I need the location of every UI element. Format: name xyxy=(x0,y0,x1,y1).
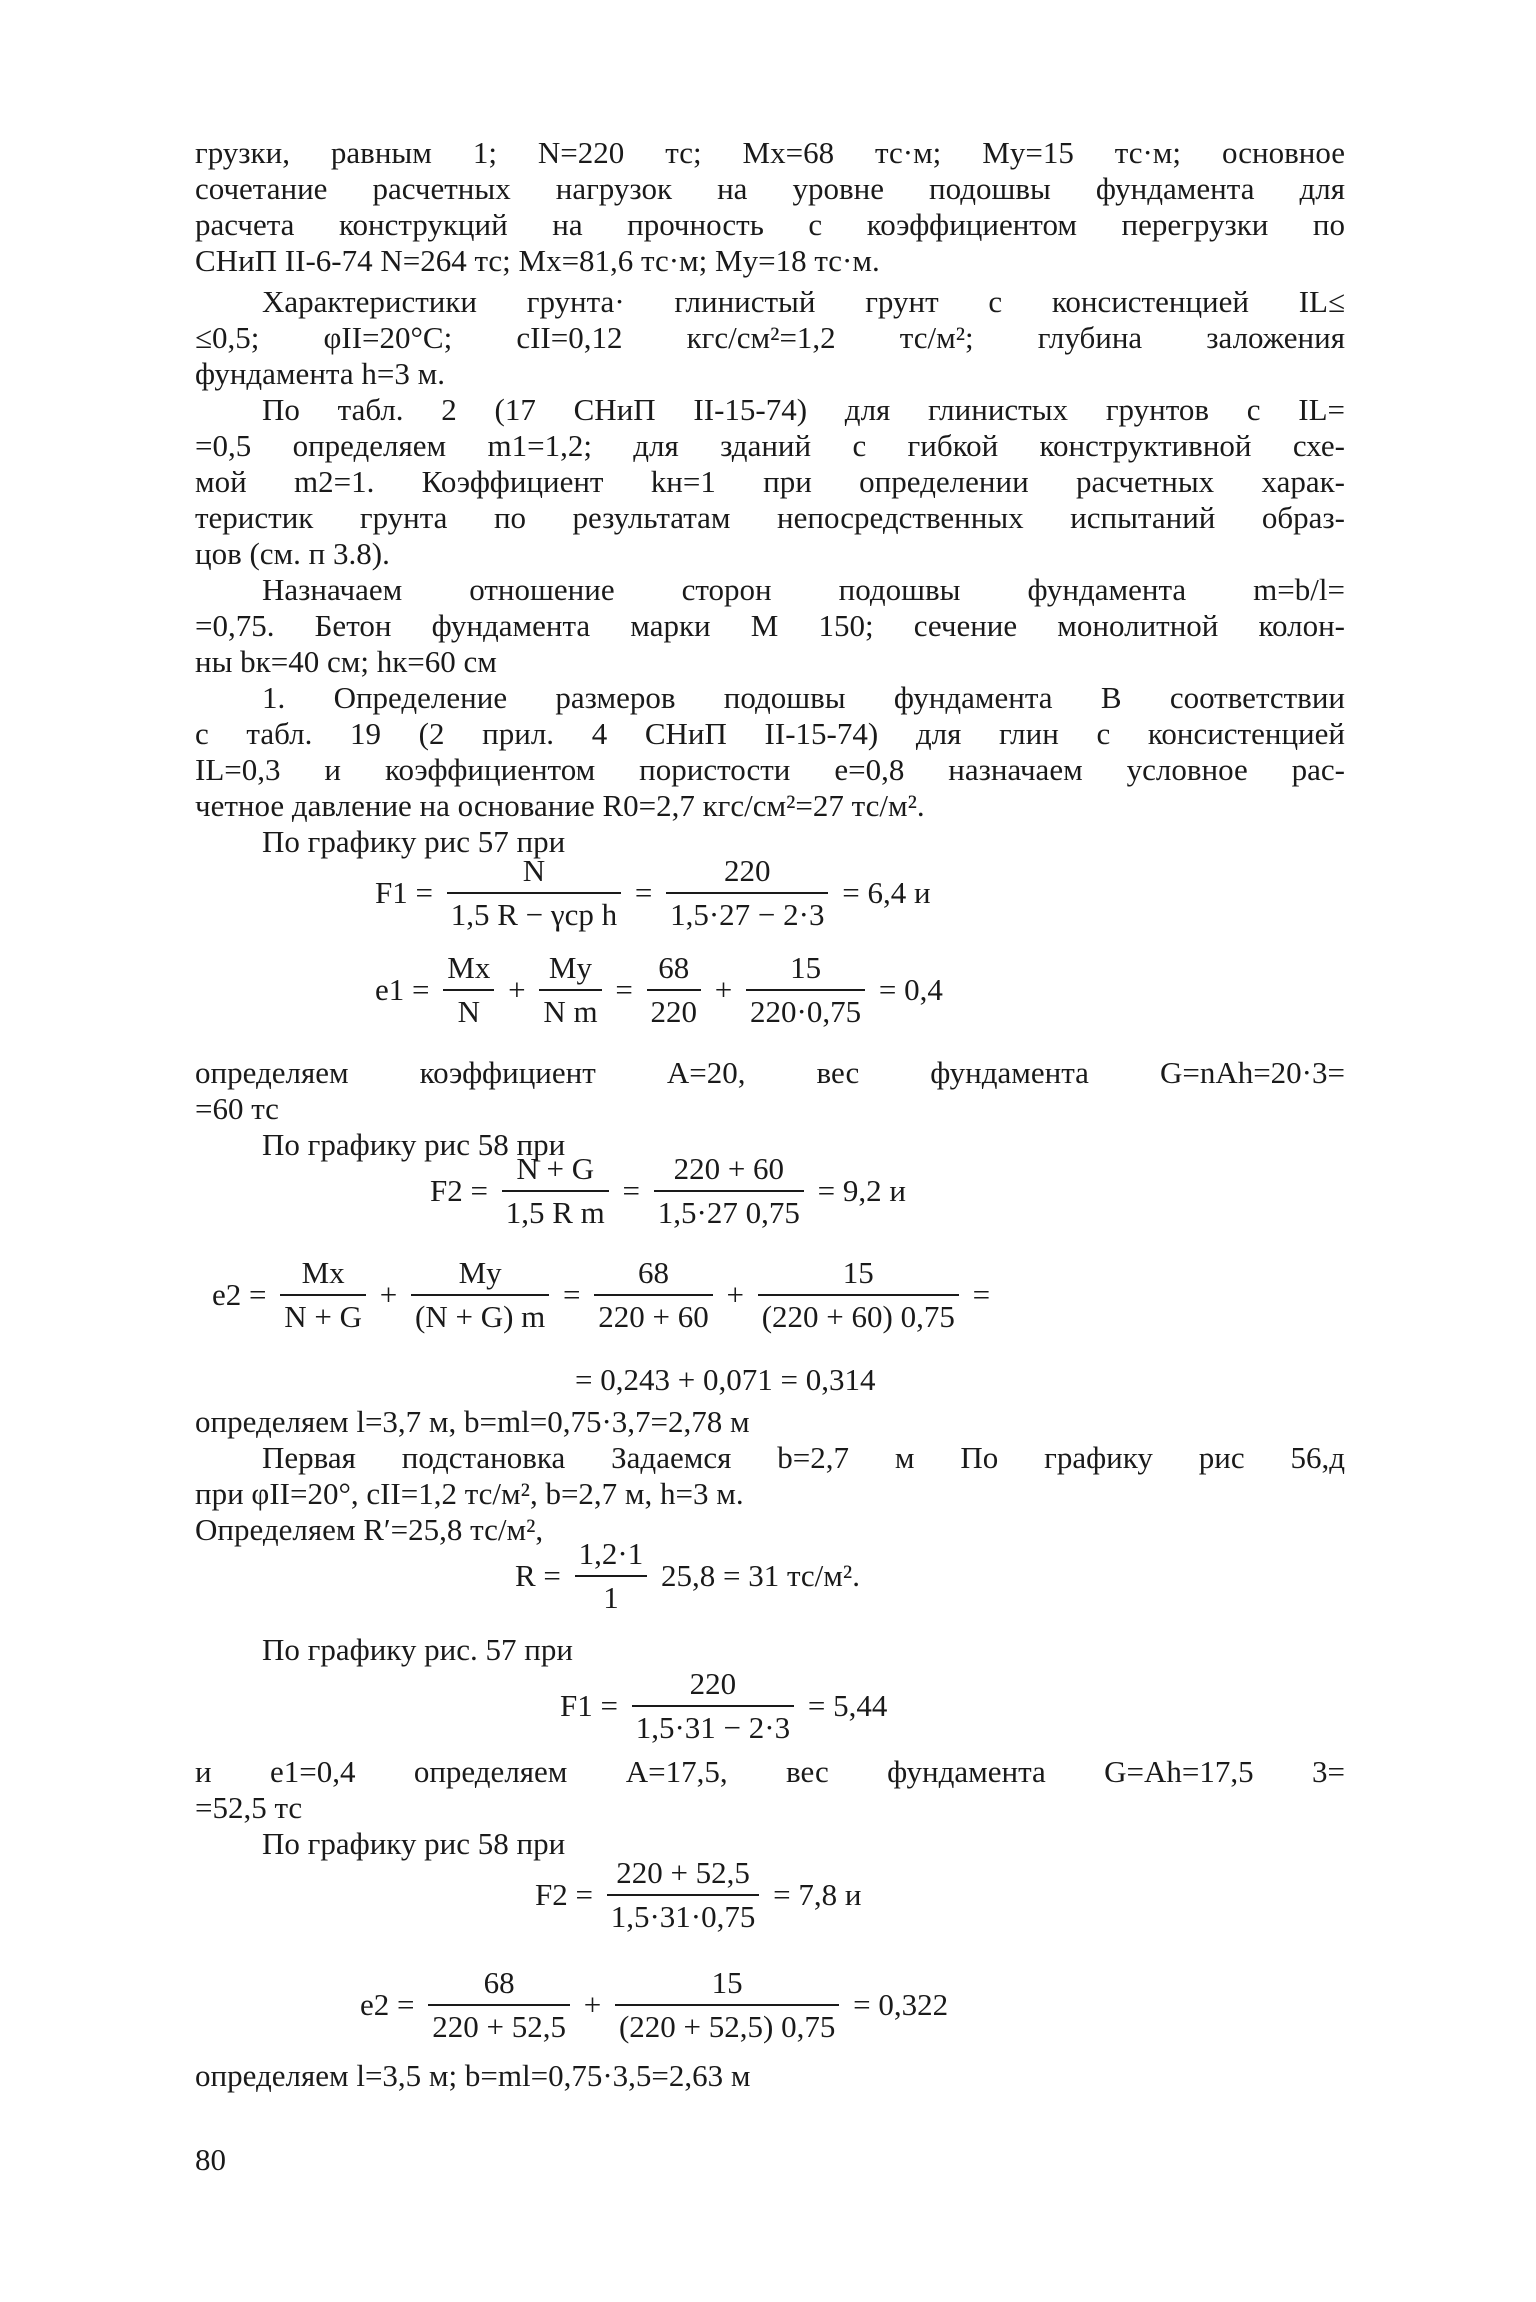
text-line: при φII=20°, cII=1,2 тс/м², b=2,7 м, h=3 м. xyxy=(195,1476,744,1511)
text-line: =0,75. Бетон фундамента марки М 150; сечение монолитной колон- xyxy=(195,608,1345,643)
text-line: расчета конструкций на прочность с коэффициентом перегрузки по xyxy=(195,207,1345,242)
text-line: и e1=0,4 определяем A=17,5, вес фундамента G=Ah=17,5 3= xyxy=(195,1754,1345,1789)
text-line: =52,5 тс xyxy=(195,1790,303,1825)
text-line: =60 тс xyxy=(195,1091,279,1126)
text-line: теристик грунта по результатам непосредственных испытаний образ- xyxy=(195,500,1345,535)
text-line: По графику рис 57 при xyxy=(262,824,566,859)
text-line: СНиП II-6-74 N=264 тс; Mx=81,6 тс·м; My=18 тс·м. xyxy=(195,243,880,278)
text-line: ≤0,5; φII=20°С; cII=0,12 кгс/см²=1,2 тс/м²; глубина заложения xyxy=(195,320,1345,355)
equation-e1: e1 = $\frac{Mx}{N}$ + $\frac{My}{\text{N m}}$ = $\frac{68}{220}$ + $\frac{15}{220\cdot 0,75}$ = 0,4 xyxy=(375,947,943,1033)
text-line: цов (см. п 3.8). xyxy=(195,536,390,571)
equation-f1-second: F1 = $\frac{220}{1,5\cdot 31 - 2\cdot 3}$ = 5,44 xyxy=(560,1663,887,1749)
equation-r: R = $\frac{1,2\cdot 1}{1}$ 25,8 = 31 тс/м². xyxy=(515,1533,860,1619)
text-line: Первая подстановка Задаемся b=2,7 м По графику рис 56,д xyxy=(262,1440,1345,1475)
text-line: сочетание расчетных нагрузок на уровне подошвы фундамента для xyxy=(195,171,1345,206)
text-line: определяем l=3,7 м, b=ml=0,75·3,7=2,78 м xyxy=(195,1404,750,1439)
text-line: мой m2=1. Коэффициент kн=1 при определении расчетных харак- xyxy=(195,464,1345,499)
text-line: По графику рис 58 при xyxy=(262,1127,566,1162)
text-line: определяем l=3,5 м; b=ml=0,75·3,5=2,63 м xyxy=(195,2058,751,2093)
text-line: IL=0,3 и коэффициентом пористости e=0,8 назначаем условное рас- xyxy=(195,752,1345,787)
text-line: Назначаем отношение сторон подошвы фундамента m=b/l= xyxy=(262,572,1345,607)
text-line: Определяем R′=25,8 тс/м², xyxy=(195,1512,544,1547)
text-line: четное давление на основание R0=2,7 кгс/см²=27 тс/м². xyxy=(195,788,925,823)
text-line: 1. Определение размеров подошвы фундамента В соответствии xyxy=(262,680,1345,715)
text-line: фундамента h=3 м. xyxy=(195,356,445,391)
page-number: 80 xyxy=(195,2142,226,2177)
text-line: =0,5 определяем m1=1,2; для зданий с гибкой конструктивной схе- xyxy=(195,428,1345,463)
text-line: грузки, равным 1; N=220 тс; Mx=68 тс·м; My=15 тс·м; основное xyxy=(195,135,1345,170)
equation-f1: F1 = $\frac{N}{\text{1,5 R − γср h}}$ = $\frac{220}{1,5\cdot 27 - 2\cdot 3}$ = 6,4 и xyxy=(375,850,931,936)
text-line: ны bк=40 см; hк=60 см xyxy=(195,644,497,679)
text-line: По графику рис 58 при xyxy=(262,1826,566,1861)
text-line: Характеристики грунта· глинистый грунт с консистенцией IL≤ xyxy=(262,284,1345,319)
text-line: с табл. 19 (2 прил. 4 СНиП II-15-74) для глин с консистенцией xyxy=(195,716,1345,751)
text-line: По табл. 2 (17 СНиП II-15-74) для глинистых грунтов с IL= xyxy=(262,392,1345,427)
text-line: По графику рис. 57 при xyxy=(262,1632,573,1667)
equation-e2-second: e2 = $\frac{68}{220 + 52,5}$ + $\frac{15}{(220 + 52,5) 0,75}$ = 0,322 xyxy=(360,1962,948,2048)
equation-e2: e2 = $\frac{Mx}{N + G}$ + $\frac{My}{(N + G) m}$ = $\frac{68}{220 + 60}$ + $\frac{15}{(220 + 60) 0,75}$ = xyxy=(212,1252,990,1338)
equation-f2-second: F2 = $\frac{220 + 52,5}{1,5\cdot 31\cdot 0,75}$ = 7,8 и xyxy=(535,1852,861,1938)
equation-f2: F2 = $\frac{N + G}{\text{1,5 R m}}$ = $\frac{220 + 60}{1,5\cdot 27 0,75}$ = 9,2 и xyxy=(430,1148,906,1234)
equation-e2-continuation: = 0,243 + 0,071 = 0,314 xyxy=(575,1362,876,1397)
text-line: определяем коэффициент A=20, вес фундамента G=nAh=20·3= xyxy=(195,1055,1345,1090)
